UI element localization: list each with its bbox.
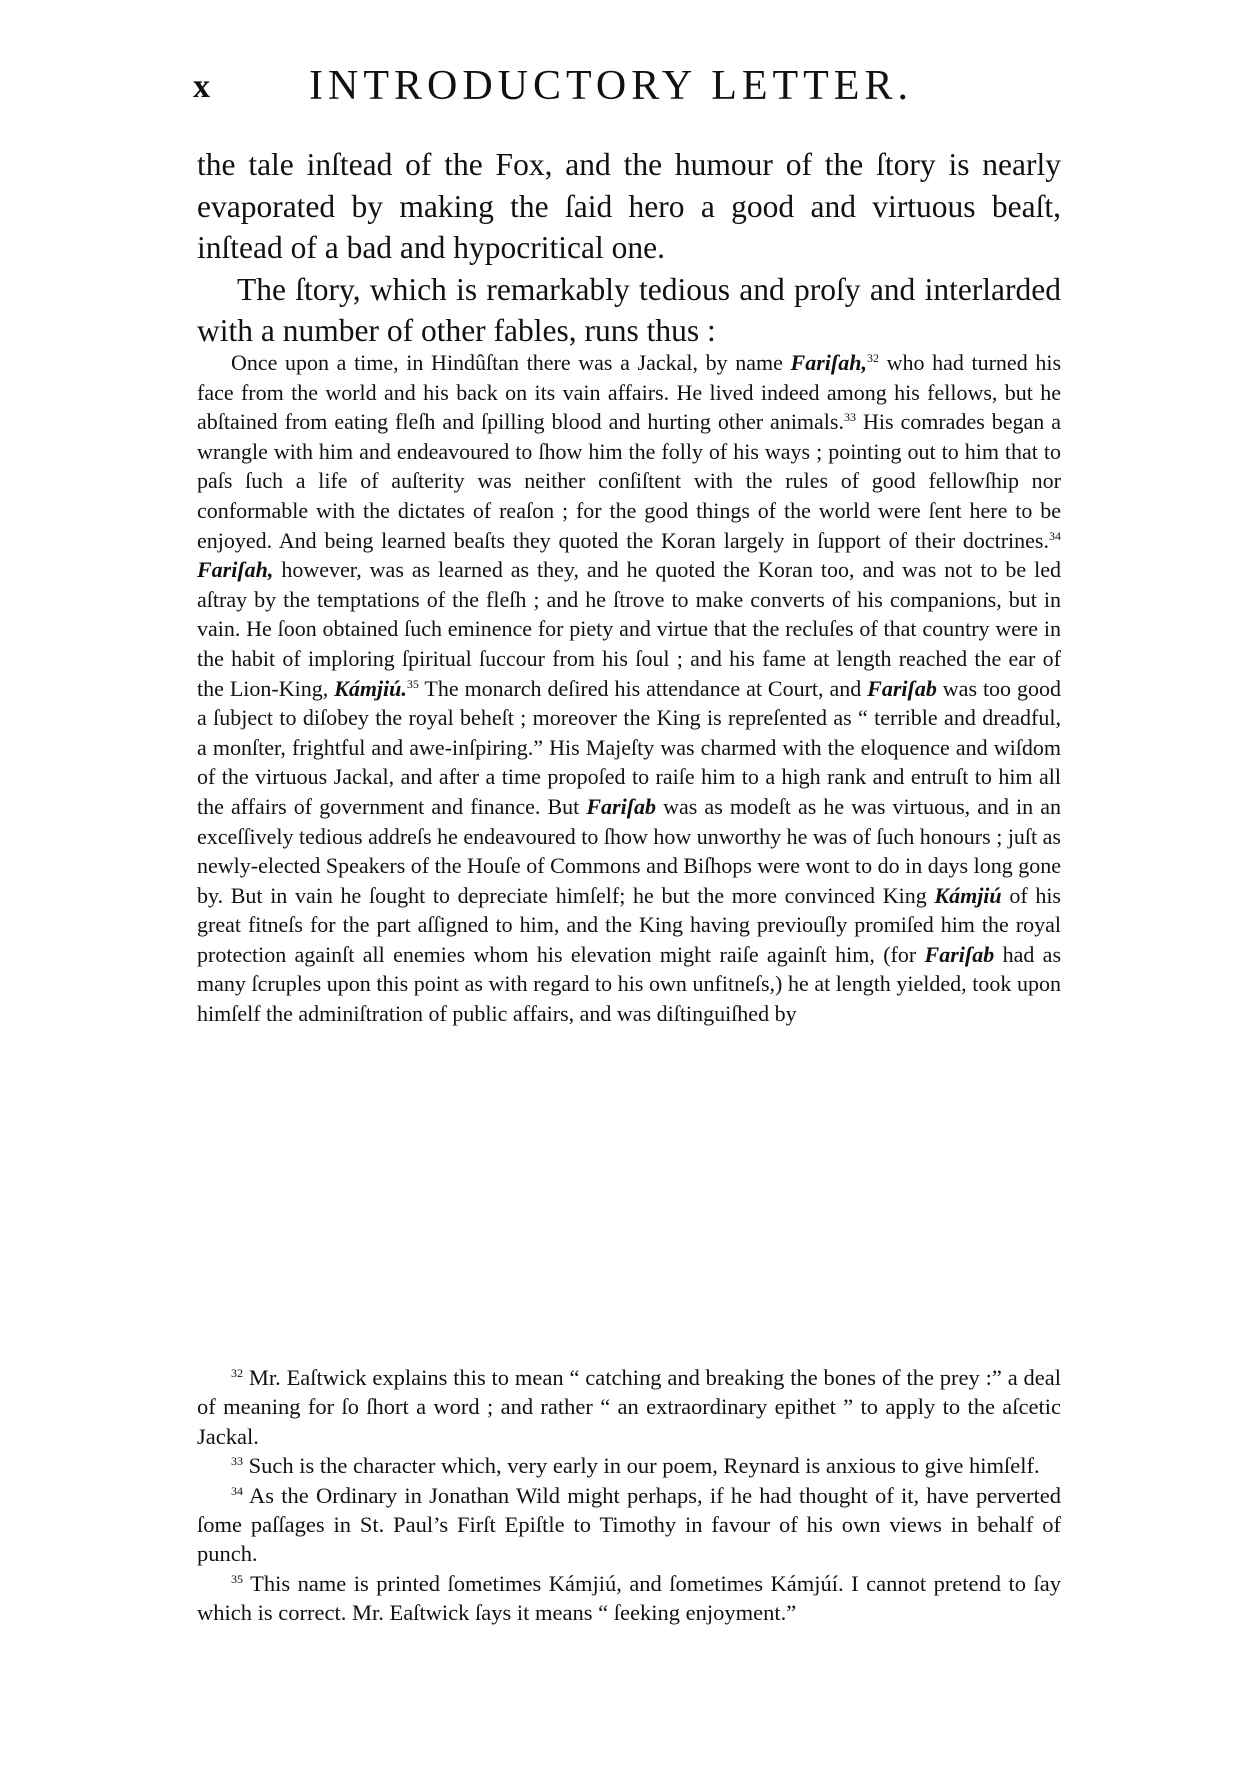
footnotes <box>197 1363 1061 1628</box>
footnote-ref: 35 <box>406 676 419 691</box>
footnote-ref: 32 <box>866 351 879 365</box>
running-head: INTRODUCTORY LETTER. <box>309 63 913 109</box>
page-number: x <box>193 68 210 105</box>
body-text-run: of his great fitneſs for the part aſſigned to him, and the King having previouſly promiſed him the royal protection againſt all enemies whom his elevation might raiſe againſt him, (for <box>197 882 1061 967</box>
footnote-text: This name is printed ſometimes Kámjiú, and ſometimes Kámjúí. I cannot pretend to ſay which is correct. Mr. Eaſtwick ſays it means “ ſeeking enjoyment.” <box>197 1570 1061 1626</box>
footnote-number: 32 <box>231 1366 243 1380</box>
character-name: Fariſah, <box>790 350 867 375</box>
footnote <box>197 1569 1061 1628</box>
intro-paragraph: the tale inſtead of the Fox, and the humour of the ſtory is nearly evaporated by making the ſaid hero a good and virtuous beaſt, inſtead of a bad and hypocritical one. <box>197 147 1061 265</box>
body-text-run: had as many ſcruples upon this point as with regard to his own unfitneſs,) he at length yielded, took upon himſelf the adminiſtration of public affairs, and was diſtinguiſhed by <box>197 941 1062 1027</box>
intro-text <box>197 144 1061 352</box>
body-text-run: Once upon a time, in Hindûſtan there was a Jackal, by name <box>231 350 783 375</box>
character-name: Fariſah, <box>197 557 274 583</box>
body-text-run: The monarch deſired his attendance at Court, and <box>418 675 862 701</box>
body-text-run: however, was as learned as they, and he quoted the Koran too, and was not to be led aſtray by the temptations of the fleſh ; and he ſtrove to make converts of his companions, but in vain. He ſoon obtained ſuch eminence for piety and virtue that the recluſes of that country were in the habit of imploring ſpiritual ſuccour from his ſoul ; and his fame at length reached the ear of the Lion-King, <box>197 557 1061 701</box>
character-name: Kámjiú <box>934 882 1002 908</box>
body-text-run: was too good a ſubject to diſobey the royal beheſt ; moreover the King is repreſented as “ terrible and dreadful, a monſter, frightful and awe-inſpiring.” His Majeſty was charmed with the eloquence and wiſdom of the virtuous Jackal, and after a time propoſed to raiſe him to a high rank and entruſt to him all the affairs of government and finance. But <box>197 675 1061 819</box>
footnote-number: 35 <box>231 1571 243 1586</box>
footnote-number: 34 <box>231 1483 243 1498</box>
character-name: Fariſab <box>586 793 657 819</box>
character-name: Fariſab <box>924 941 995 967</box>
page-header <box>193 62 1063 122</box>
footnote <box>197 1451 1061 1480</box>
footnote-ref: 33 <box>843 410 856 425</box>
character-name: Fariſab <box>867 675 937 701</box>
footnote-text: Such is the character which, very early in our poem, Reynard is anxious to give himſelf. <box>243 1453 1040 1479</box>
story-paragraph <box>197 348 1061 1029</box>
body-text-run: who had turned his face from the world and his back on its vain affairs. He lived indeed among his fellows, but he abſtained from eating fleſh and ſpilling blood and hurting other animals. <box>197 350 1062 435</box>
character-name: Kámjiú. <box>334 675 407 701</box>
footnote-text: As the Ordinary in Jonathan Wild might perhaps, if he had thought of it, have perverted ſome paſſages in St. Paul’s Firſt Epiſtle to Timothy in favour of his own views in behalf of punch. <box>197 1482 1061 1567</box>
footnote-ref: 34 <box>1049 528 1061 543</box>
body-text-run: His comrades began a wrangle with him and endeavoured to ſhow him the folly of his ways ; pointing out to him that to paſs ſuch a life of auſterity was neither conſiſtent with the rules of good fellowſhip nor conformable with the dictates of reaſon ; for the good things of the world were ſent here to be enjoyed. And being learned beaſts they quoted the Koran largely in ſupport of their doctrines. <box>197 409 1061 553</box>
footnote-text: Mr. Eaſtwick explains this to mean “ catching and breaking the bones of the prey :” a deal of meaning for ſo ſhort a word ; and rather “ an extraordinary epithet ” to apply to the aſcetic Jackal. <box>197 1365 1061 1449</box>
body-text-run: was as modeſt as he was virtuous, and in an exceſſively tedious addreſs he endeavoured to ſhow how unworthy he was of ſuch honours ; juſt as newly-elected Speakers of the Houſe of Commons and Biſhops were wont to do in days long gone by. But in vain he ſought to depreciate himſelf; he but the more convinced King <box>197 793 1061 908</box>
footnote <box>197 1481 1061 1569</box>
intro-paragraph: The ſtory, which is remarkably tedious and proſy and interlarded with a number of other fables, runs thus : <box>197 271 1061 348</box>
footnote-number: 33 <box>231 1454 243 1469</box>
footnote <box>197 1363 1061 1451</box>
